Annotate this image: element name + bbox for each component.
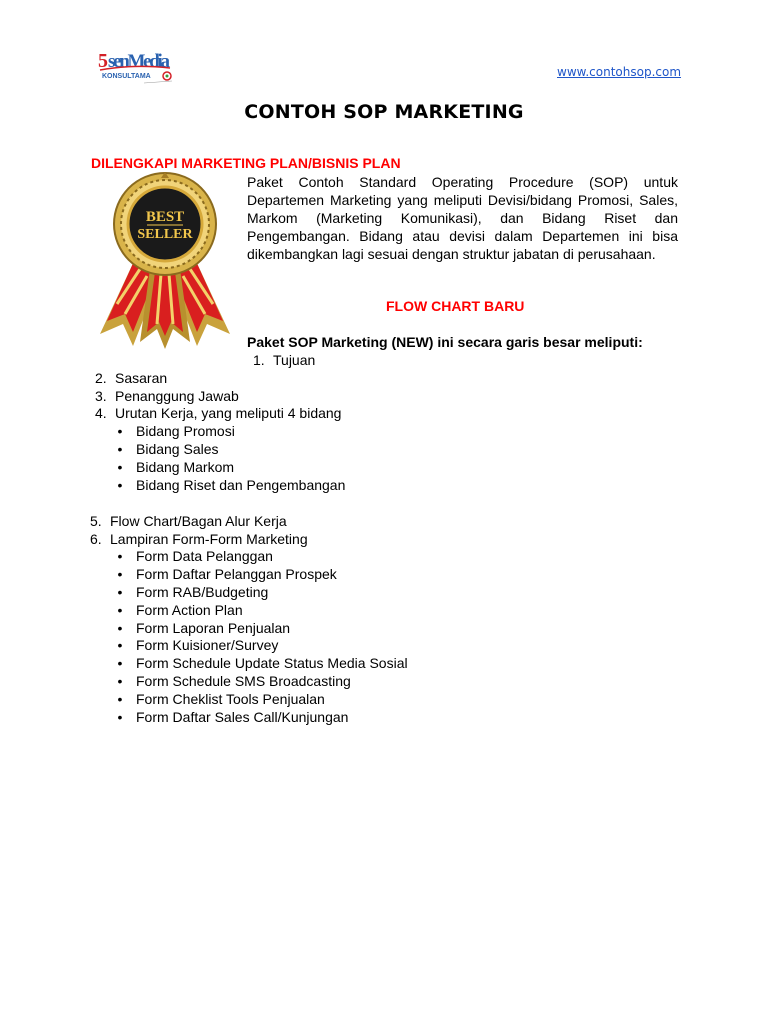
list-number: 3. — [95, 388, 107, 404]
list-label: Tujuan — [273, 352, 316, 368]
form-label: Form Schedule SMS Broadcasting — [136, 673, 351, 689]
bidang-item: • Bidang Sales — [117, 441, 219, 457]
list-item — [95, 370, 167, 387]
form-label: Form Schedule Update Status Media Sosial — [136, 655, 408, 671]
form-label: Form Action Plan — [136, 602, 243, 618]
flow-chart-heading: FLOW CHART BARU — [386, 298, 525, 314]
list-number: 4. — [95, 405, 107, 421]
svg-text:senMedia: senMedia — [108, 51, 170, 72]
bidang-label: Bidang Promosi — [136, 423, 235, 439]
form-label: Form Laporan Penjualan — [136, 620, 291, 636]
form-item: • Form Schedule SMS Broadcasting — [117, 673, 351, 689]
website-link[interactable]: www.contohsop.com — [557, 65, 682, 79]
form-item: • Form Laporan Penjualan — [117, 620, 291, 636]
paket-heading: Paket SOP Marketing (NEW) ini secara garis besar meliputi: — [247, 334, 643, 350]
form-item: • Form Daftar Pelanggan Prospek — [117, 566, 337, 582]
form-label: Form Data Pelanggan — [136, 548, 273, 564]
list-item — [90, 531, 308, 548]
list-item — [253, 352, 315, 369]
svg-text:KONSULTAMA: KONSULTAMA — [102, 73, 151, 80]
bidang-label: Bidang Riset dan Pengembangan — [136, 477, 346, 493]
form-item: • Form RAB/Budgeting — [117, 584, 269, 600]
list-number: 5. — [90, 513, 102, 529]
bidang-item: • Bidang Markom — [117, 459, 235, 475]
subtitle: DILENGKAPI MARKETING PLAN/BISNIS PLAN — [91, 155, 401, 171]
list-label: Sasaran — [115, 370, 168, 386]
list-number: 6. — [90, 531, 102, 547]
badge-seller-text: SELLER — [137, 227, 193, 242]
bidang-item: • Bidang Promosi — [117, 423, 235, 439]
list-label: Penanggung Jawab — [115, 388, 239, 404]
form-item: • Form Kuisioner/Survey — [117, 637, 279, 653]
form-item: • Form Action Plan — [117, 602, 243, 618]
badge-best-text: BEST — [145, 209, 185, 225]
bidang-label: Bidang Sales — [136, 441, 219, 457]
form-label: Form Cheklist Tools Penjualan — [136, 691, 325, 707]
form-item: • Form Schedule Update Status Media Sosial — [117, 655, 408, 671]
svg-text:5: 5 — [98, 50, 108, 72]
form-label: Form Daftar Sales Call/Kunjungan — [136, 709, 349, 725]
list-label: Lampiran Form-Form Marketing — [110, 531, 308, 547]
page-title: CONTOH SOP MARKETING — [244, 101, 524, 123]
form-item: • Form Cheklist Tools Penjualan — [117, 691, 325, 707]
list-item — [90, 513, 287, 530]
list-item — [95, 405, 341, 422]
form-label: Form Kuisioner/Survey — [136, 637, 279, 653]
form-item: • Form Daftar Sales Call/Kunjungan — [117, 709, 349, 725]
list-number: 1. — [253, 352, 265, 368]
list-number: 2. — [95, 370, 107, 386]
bidang-label: Bidang Markom — [136, 459, 235, 475]
form-label: Form Daftar Pelanggan Prospek — [136, 566, 337, 582]
best-seller-badge-icon — [95, 164, 235, 349]
list-item — [95, 388, 239, 405]
logo-graphic — [98, 50, 178, 90]
form-item: • Form Data Pelanggan — [117, 548, 273, 564]
form-label: Form RAB/Budgeting — [136, 584, 269, 600]
company-logo — [98, 50, 178, 90]
bidang-item: • Bidang Riset dan Pengembangan — [117, 477, 346, 493]
intro-paragraph: Paket Contoh Standard Operating Procedure (SOP) untuk Departemen Marketing yang meliputi Devisi/bidang Promosi, Sales, Markom (Marketing Komunikasi), dan Bidang Riset dan Pengembangan. Bidang atau devisi dalam Departemen ini bisa dikembangkan lagi sesuai dengan struktur jabatan di perusahaan. — [247, 174, 678, 262]
list-label: Urutan Kerja, yang meliputi 4 bidang — [115, 405, 342, 421]
list-label: Flow Chart/Bagan Alur Kerja — [110, 513, 287, 529]
